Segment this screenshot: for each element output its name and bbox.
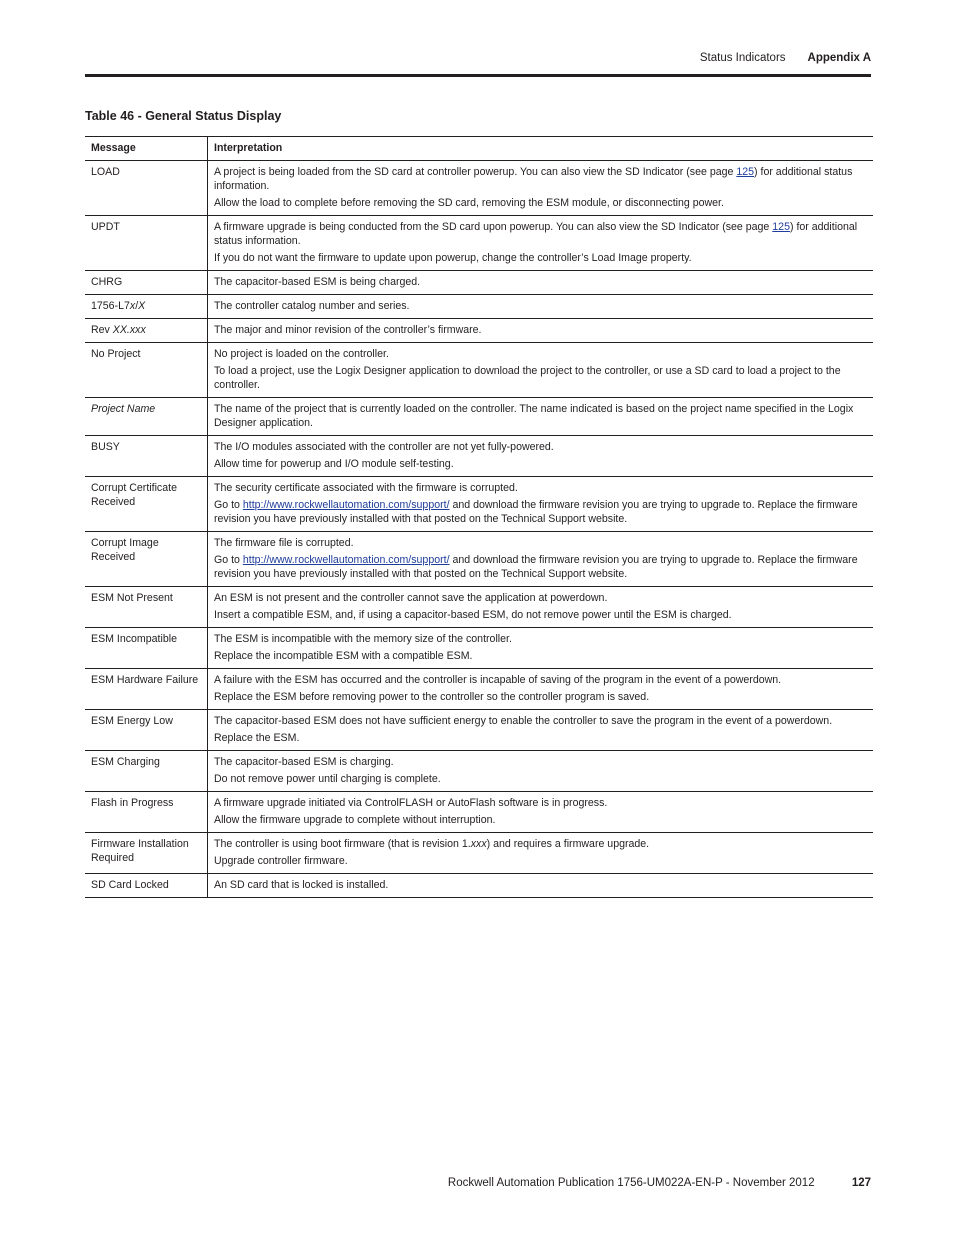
interpretation-line: Allow time for powerup and I/O module self-testing. <box>214 458 454 470</box>
text-segment: The controller is using boot firmware (that is revision 1. <box>214 838 471 850</box>
table-row <box>85 833 873 874</box>
interpretation-line: Allow the load to complete before removing the SD card, removing the ESM module, or disconnecting power. <box>214 197 724 209</box>
status-table <box>85 136 873 898</box>
text-segment: XX.xxx <box>112 324 146 336</box>
interpretation-line: Replace the incompatible ESM with a compatible ESM. <box>214 650 473 662</box>
message-cell: CHRG <box>85 271 208 295</box>
text-segment: and download the firmware revision you are trying to upgrade to. Replace the firmware revision you have previously installed with that posted on the Technical Support website. <box>214 499 858 525</box>
message-cell: Corrupt Image Received <box>85 532 208 587</box>
header-section-title: Status Indicators <box>699 52 786 64</box>
interpretation-cell <box>208 271 874 295</box>
interpretation-line: The ESM is incompatible with the memory size of the controller. <box>214 633 512 645</box>
interpretation-line <box>214 165 867 193</box>
interpretation-line: An ESM is not present and the controller cannot save the application at powerdown. <box>214 592 608 604</box>
message-cell: Corrupt Certificate Received <box>85 477 208 532</box>
page-link[interactable]: 125 <box>772 221 790 233</box>
interpretation-line: The capacitor-based ESM is charging. <box>214 756 394 768</box>
text-segment: ) and requires a firmware upgrade. <box>486 838 650 850</box>
interpretation-line: To load a project, use the Logix Designer application to download the project to the controller, or use a SD card to load a project to the controller. <box>214 365 841 391</box>
interpretation-line: The capacitor-based ESM is being charged. <box>214 276 421 288</box>
interpretation-line: The controller catalog number and series. <box>214 300 410 312</box>
table-row <box>85 398 873 436</box>
table-row <box>85 161 873 216</box>
support-url-link[interactable]: http://www.rockwellautomation.com/support/ <box>242 554 450 566</box>
interpretation-line <box>214 837 867 851</box>
interpretation-cell <box>208 874 874 898</box>
text-segment: A firmware upgrade is being conducted from the SD card upon powerup. You can also view the SD Indicator (see page <box>214 221 773 233</box>
message-cell: Firmware Installation Required <box>85 833 208 874</box>
table-caption: Table 46 - General Status Display <box>85 109 282 123</box>
interpretation-line: Do not remove power until charging is complete. <box>214 773 441 785</box>
table-row <box>85 436 873 477</box>
text-segment: and download the firmware revision you are trying to upgrade to. Replace the firmware revision you have previously installed with that posted on the Technical Support website. <box>214 554 858 580</box>
interpretation-cell <box>208 532 874 587</box>
support-url-link[interactable]: http://www.rockwellautomation.com/support/ <box>242 499 450 511</box>
interpretation-line: The firmware file is corrupted. <box>214 537 354 549</box>
header-rule <box>85 74 871 77</box>
table-row <box>85 669 873 710</box>
table-row <box>85 710 873 751</box>
page-number: 127 <box>851 1177 871 1189</box>
message-cell: BUSY <box>85 436 208 477</box>
text-segment: 1756-L7 <box>91 300 130 312</box>
interpretation-line: If you do not want the firmware to update upon powerup, change the controller’s Load Image property. <box>214 252 692 264</box>
text-segment: Go to <box>214 499 243 511</box>
table-row <box>85 271 873 295</box>
table-row <box>85 216 873 271</box>
message-cell: ESM Energy Low <box>85 710 208 751</box>
page-footer <box>448 1177 871 1189</box>
column-header-interpretation: Interpretation <box>208 137 874 161</box>
column-header-message: Message <box>85 137 208 161</box>
message-cell: Project Name <box>85 398 208 436</box>
interpretation-line: The capacitor-based ESM does not have sufficient energy to enable the controller to save the program in the event of a powerdown. <box>214 715 833 727</box>
message-cell: SD Card Locked <box>85 874 208 898</box>
interpretation-line <box>214 498 867 526</box>
interpretation-cell <box>208 477 874 532</box>
table-row <box>85 319 873 343</box>
table-row <box>85 532 873 587</box>
text-segment: ) for additional status information. <box>214 221 858 247</box>
interpretation-cell <box>208 751 874 792</box>
interpretation-line: No project is loaded on the controller. <box>214 348 389 360</box>
message-cell: Flash in Progress <box>85 792 208 833</box>
table-row <box>85 477 873 532</box>
interpretation-cell <box>208 295 874 319</box>
table-header-row <box>85 137 873 161</box>
interpretation-line: The I/O modules associated with the controller are not yet fully-powered. <box>214 441 554 453</box>
interpretation-line: The name of the project that is currently loaded on the controller. The name indicated is based on the project name specified in the Logix Designer application. <box>214 403 854 429</box>
interpretation-line: Upgrade controller firmware. <box>214 855 348 867</box>
interpretation-line: A firmware upgrade initiated via ControlFLASH or AutoFlash software is in progress. <box>214 797 608 809</box>
interpretation-line <box>214 220 867 248</box>
message-cell: ESM Not Present <box>85 587 208 628</box>
message-cell: ESM Incompatible <box>85 628 208 669</box>
text-segment: Rev <box>91 324 113 336</box>
interpretation-line: Allow the firmware upgrade to complete without interruption. <box>214 814 496 826</box>
table-row <box>85 751 873 792</box>
table-row <box>85 628 873 669</box>
publication-info: Rockwell Automation Publication 1756-UM022A-EN-P - November 2012 <box>447 1177 815 1189</box>
interpretation-line: A failure with the ESM has occurred and the controller is incapable of saving of the program in the event of a powerdown. <box>214 674 782 686</box>
message-cell <box>85 295 208 319</box>
interpretation-cell <box>208 628 874 669</box>
interpretation-cell <box>208 833 874 874</box>
interpretation-line: An SD card that is locked is installed. <box>214 879 389 891</box>
interpretation-cell <box>208 669 874 710</box>
interpretation-line: Replace the ESM before removing power to the controller so the controller program is saved. <box>214 691 650 703</box>
header-appendix-label: Appendix A <box>807 52 871 64</box>
interpretation-cell <box>208 319 874 343</box>
table-row <box>85 792 873 833</box>
running-header <box>700 52 871 64</box>
interpretation-line <box>214 553 867 581</box>
text-segment: Go to <box>214 554 243 566</box>
message-cell: ESM Hardware Failure <box>85 669 208 710</box>
interpretation-line: The major and minor revision of the controller’s firmware. <box>214 324 482 336</box>
interpretation-cell <box>208 587 874 628</box>
interpretation-cell <box>208 398 874 436</box>
interpretation-cell <box>208 161 874 216</box>
text-segment: X <box>138 300 146 312</box>
message-cell: ESM Charging <box>85 751 208 792</box>
table-row <box>85 587 873 628</box>
interpretation-line: The security certificate associated with the firmware is corrupted. <box>214 482 518 494</box>
interpretation-cell <box>208 710 874 751</box>
text-segment: xxx <box>470 838 487 850</box>
interpretation-cell <box>208 436 874 477</box>
table-row <box>85 874 873 898</box>
message-cell <box>85 319 208 343</box>
message-cell: UPDT <box>85 216 208 271</box>
text-segment: A project is being loaded from the SD card at controller powerup. You can also view the SD Indicator (see page <box>214 166 737 178</box>
page-link[interactable]: 125 <box>736 166 755 178</box>
interpretation-cell <box>208 216 874 271</box>
interpretation-line: Insert a compatible ESM, and, if using a capacitor-based ESM, do not remove power until the ESM is charged. <box>214 609 732 621</box>
text-segment: / <box>135 300 139 312</box>
message-cell: LOAD <box>85 161 208 216</box>
interpretation-cell <box>208 343 874 398</box>
table-row <box>85 343 873 398</box>
message-cell: No Project <box>85 343 208 398</box>
interpretation-cell <box>208 792 874 833</box>
interpretation-line: Replace the ESM. <box>214 732 300 744</box>
text-segment: x <box>129 300 136 312</box>
text-segment: ) for additional status information. <box>214 166 853 192</box>
table-row <box>85 295 873 319</box>
